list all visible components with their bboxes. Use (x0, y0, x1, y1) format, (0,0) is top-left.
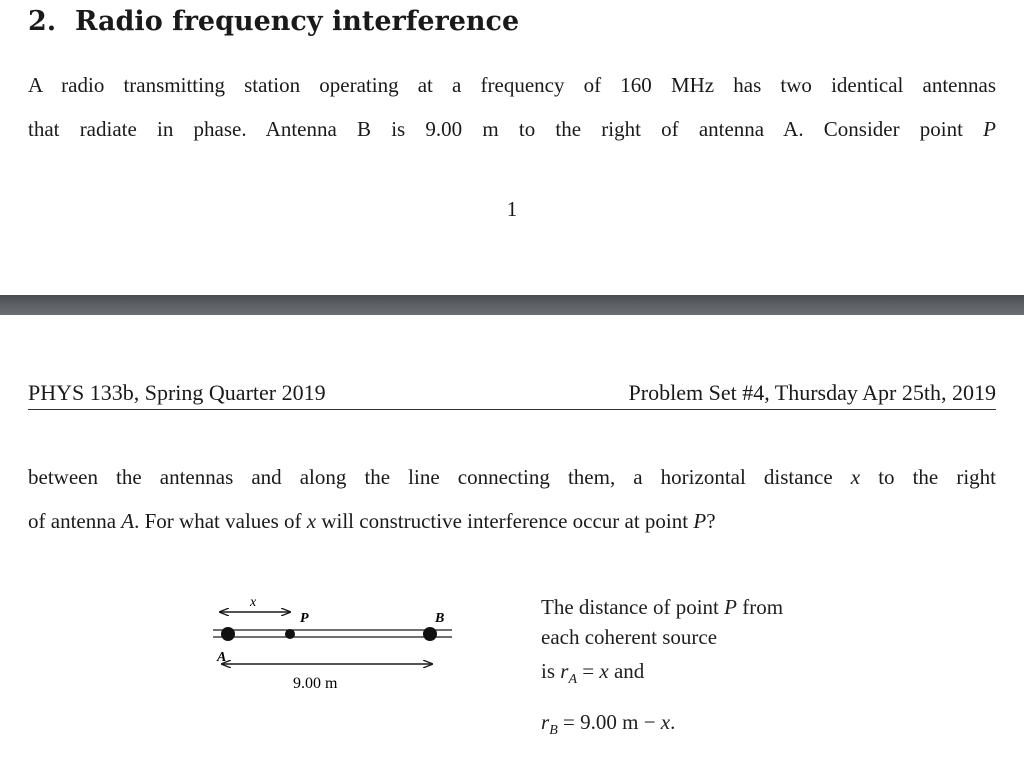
label-p: P (300, 611, 309, 626)
text-run: − (638, 710, 661, 735)
math-sub-a: A (568, 672, 578, 688)
text-run: is (541, 659, 556, 683)
paragraph-line (28, 107, 996, 151)
text-run: between the antennas and along the line connecting them, a horizontal distance (28, 465, 833, 489)
header-problem-set: Problem Set #4, Thursday Apr 25th, 2019 (628, 380, 996, 405)
math-var-r: r (560, 659, 569, 683)
antenna-diagram (200, 588, 460, 698)
math-var-x: x (599, 659, 609, 683)
label-distance: 9.00 m (293, 675, 338, 692)
caption-line (541, 592, 783, 622)
section-title (28, 6, 519, 37)
text-run: and (613, 659, 645, 683)
math-var-p: P (693, 509, 707, 533)
math-var-p: P (724, 595, 737, 619)
section-number: 2. (28, 6, 57, 37)
label-b: B (435, 611, 445, 626)
math-var-r: r (541, 710, 550, 735)
math-var-p: P (983, 117, 996, 141)
text-run: . For what values of (134, 509, 302, 533)
text-run: . (670, 710, 676, 735)
section-title-text: Radio frequency interference (75, 6, 520, 37)
math-var-x: x (306, 509, 317, 533)
math-var-x: x (850, 465, 861, 489)
page-break-divider (0, 295, 1024, 315)
header-rule (28, 409, 996, 410)
text-run: each coherent source (541, 625, 718, 649)
page-number: 1 (506, 197, 518, 221)
figure-caption (541, 592, 783, 746)
math-var-a: A (121, 509, 135, 533)
math-var-x: x (660, 710, 671, 735)
antenna-a-dot (221, 627, 235, 641)
paragraph-line (28, 63, 996, 107)
caption-line (541, 656, 783, 695)
paragraph-line (28, 499, 996, 543)
label-a: A (217, 650, 227, 665)
problem-paragraph-page1 (28, 63, 996, 151)
text-run: = 9.00 m (557, 710, 639, 735)
caption-line (541, 622, 783, 652)
text-run: The distance of point (541, 595, 719, 619)
text-run: = (577, 659, 600, 683)
caption-line (541, 707, 783, 746)
text-run: that radiate in phase. Antenna B is 9.00 m to the right of antenna A. Consider point (28, 117, 963, 141)
header-course: PHYS 133b, Spring Quarter 2019 (28, 380, 326, 405)
text-run: ? (706, 509, 716, 533)
text-run: of antenna (28, 509, 117, 533)
antenna-b-dot (423, 627, 437, 641)
label-x: x (250, 595, 257, 610)
text-run: will constructive interference occur at point (321, 509, 689, 533)
text-run: from (742, 595, 784, 619)
text-run: A radio transmitting station operating at a frequency of 160 MHz has two identical antennas (28, 73, 996, 97)
point-p-dot (285, 629, 295, 639)
problem-paragraph-page2 (28, 455, 996, 543)
text-run: to the right (878, 465, 996, 489)
paragraph-line (28, 455, 996, 499)
math-sub-b: B (549, 723, 558, 739)
